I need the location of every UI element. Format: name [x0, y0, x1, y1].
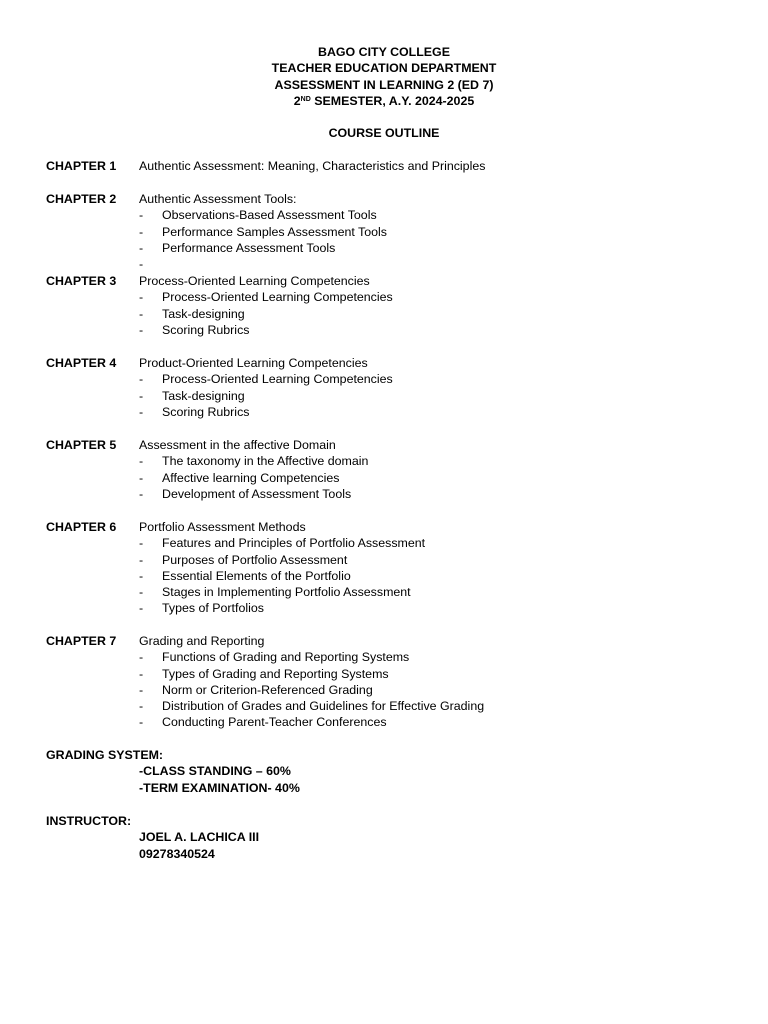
grading-system-label: GRADING SYSTEM:: [46, 748, 164, 762]
instructor-phone: 09278340524: [139, 846, 215, 861]
chapter-label: CHAPTER 1: [46, 159, 117, 173]
dash-bullet: -: [139, 601, 144, 616]
chapter-topic-list: [46, 371, 726, 420]
list-item: [139, 552, 726, 568]
dash-bullet: -: [139, 715, 144, 730]
class-standing: -CLASS STANDING – 60%: [139, 764, 291, 778]
dash-bullet: -: [139, 240, 144, 255]
semester-line: [0, 93, 768, 109]
term-examination: -TERM EXAMINATION- 40%: [139, 780, 300, 795]
document-header: [0, 44, 768, 110]
topic-text: Distribution of Grades and Guidelines for Effective Grading: [162, 699, 485, 714]
dash-bullet: -: [139, 568, 144, 583]
list-item: [139, 371, 726, 387]
dash-bullet: -: [139, 536, 144, 551]
dash-bullet: -: [139, 666, 144, 681]
college-name: BAGO CITY COLLEGE: [318, 45, 450, 59]
chapter-topic-list: [46, 649, 726, 730]
list-item: [139, 289, 726, 305]
list-item: [139, 666, 726, 682]
dash-bullet: -: [139, 306, 144, 321]
topic-text: Task-designing: [162, 388, 245, 403]
topic-text: Features and Principles of Portfolio Assessment: [162, 536, 426, 551]
grading-system-values: [139, 763, 300, 796]
instructor-details: [139, 829, 259, 862]
chapter-block: [46, 519, 726, 616]
list-item: [139, 240, 726, 256]
list-item: [139, 486, 726, 502]
dash-bullet: -: [139, 224, 144, 239]
dash-bullet: -: [139, 486, 144, 501]
topic-text: Performance Assessment Tools: [162, 240, 336, 255]
chapter-topic-list: [46, 453, 726, 502]
semester-number: 2: [293, 94, 301, 109]
chapter-title: Product-Oriented Learning Competencies: [139, 356, 368, 370]
chapter-heading: [46, 191, 726, 207]
topic-text: Stages in Implementing Portfolio Assessment: [162, 585, 411, 600]
chapter-title: Authentic Assessment: Meaning, Characteristics and Principles: [139, 159, 486, 173]
chapter-block: [46, 273, 726, 338]
list-item: [139, 453, 726, 469]
dash-bullet: -: [139, 552, 144, 567]
topic-text: Conducting Parent-Teacher Conferences: [162, 715, 387, 730]
topic-text: Functions of Grading and Reporting Systems: [162, 650, 410, 665]
topic-text: Development of Assessment Tools: [162, 486, 352, 501]
course-name: ASSESSMENT IN LEARNING 2 (ED 7): [274, 77, 494, 92]
chapter-heading: [46, 158, 726, 174]
chapter-block: [46, 437, 726, 502]
topic-text: The taxonomy in the Affective domain: [162, 454, 369, 469]
chapter-heading: [46, 633, 726, 649]
instructor-name: JOEL A. LACHICA III: [139, 830, 260, 844]
chapter-label: CHAPTER 5: [46, 438, 117, 452]
list-item: [139, 306, 726, 322]
list-item: [139, 698, 726, 714]
list-item: [139, 388, 726, 404]
chapter-heading: [46, 519, 726, 535]
semester-ordinal: ND: [300, 96, 311, 104]
department-name: TEACHER EDUCATION DEPARTMENT: [271, 61, 497, 76]
list-item: [139, 584, 726, 600]
list-item: [139, 600, 726, 616]
topic-text: Affective learning Competencies: [162, 470, 340, 485]
topic-text: Observations-Based Assessment Tools: [162, 208, 377, 223]
chapter-label: CHAPTER 7: [46, 634, 117, 648]
chapter-title: Grading and Reporting: [139, 634, 265, 648]
list-item: [139, 256, 726, 272]
dash-bullet: -: [139, 322, 144, 337]
topic-text: Process-Oriented Learning Competencies: [162, 290, 393, 305]
dash-bullet: -: [139, 208, 144, 223]
topic-text: Norm or Criterion-Referenced Grading: [162, 682, 373, 697]
list-item: [139, 714, 726, 730]
topic-text: Process-Oriented Learning Competencies: [162, 372, 393, 387]
dash-bullet: -: [139, 257, 144, 272]
course-outline-title: COURSE OUTLINE: [328, 126, 440, 140]
list-item: [139, 207, 726, 223]
topic-text: Scoring Rubrics: [162, 322, 250, 337]
dash-bullet: -: [139, 388, 144, 403]
chapter-title: Process-Oriented Learning Competencies: [139, 274, 370, 288]
topic-text: Scoring Rubrics: [162, 404, 250, 419]
dash-bullet: -: [139, 682, 144, 697]
semester-text: SEMESTER, A.Y. 2024-2025: [310, 94, 475, 109]
topic-text: Types of Portfolios: [162, 601, 264, 616]
list-item: [139, 649, 726, 665]
chapter-label: CHAPTER 6: [46, 520, 117, 534]
list-item: [139, 404, 726, 420]
chapter-label: CHAPTER 2: [46, 192, 117, 206]
dash-bullet: -: [139, 454, 144, 469]
dash-bullet: -: [139, 372, 144, 387]
chapter-topic-list: [46, 289, 726, 338]
list-item: [139, 682, 726, 698]
dash-bullet: -: [139, 404, 144, 419]
instructor-label: INSTRUCTOR:: [46, 814, 132, 828]
chapter-block: [46, 191, 726, 272]
list-item: [139, 322, 726, 338]
topic-text: Performance Samples Assessment Tools: [162, 224, 387, 239]
chapter-block: [46, 633, 726, 730]
chapter-block: [46, 355, 726, 420]
dash-bullet: -: [139, 290, 144, 305]
chapter-title: Portfolio Assessment Methods: [139, 520, 306, 534]
dash-bullet: -: [139, 585, 144, 600]
chapter-label: CHAPTER 4: [46, 356, 117, 370]
topic-text: Types of Grading and Reporting Systems: [162, 666, 389, 681]
list-item: [139, 470, 726, 486]
chapter-topic-list: [46, 207, 726, 272]
chapter-topic-list: [46, 535, 726, 616]
topic-text: Task-designing: [162, 306, 245, 321]
chapter-heading: [46, 355, 726, 371]
list-item: [139, 568, 726, 584]
list-item: [139, 535, 726, 551]
chapter-label: CHAPTER 3: [46, 274, 117, 288]
chapter-heading: [46, 437, 726, 453]
topic-text: Purposes of Portfolio Assessment: [162, 552, 348, 567]
chapter-heading: [46, 273, 726, 289]
topic-text: Essential Elements of the Portfolio: [162, 568, 351, 583]
chapter-title: Assessment in the affective Domain: [139, 438, 336, 452]
chapter-block: [46, 158, 726, 174]
dash-bullet: -: [139, 699, 144, 714]
dash-bullet: -: [139, 470, 144, 485]
dash-bullet: -: [139, 650, 144, 665]
chapter-title: Authentic Assessment Tools:: [139, 192, 297, 206]
list-item: [139, 224, 726, 240]
